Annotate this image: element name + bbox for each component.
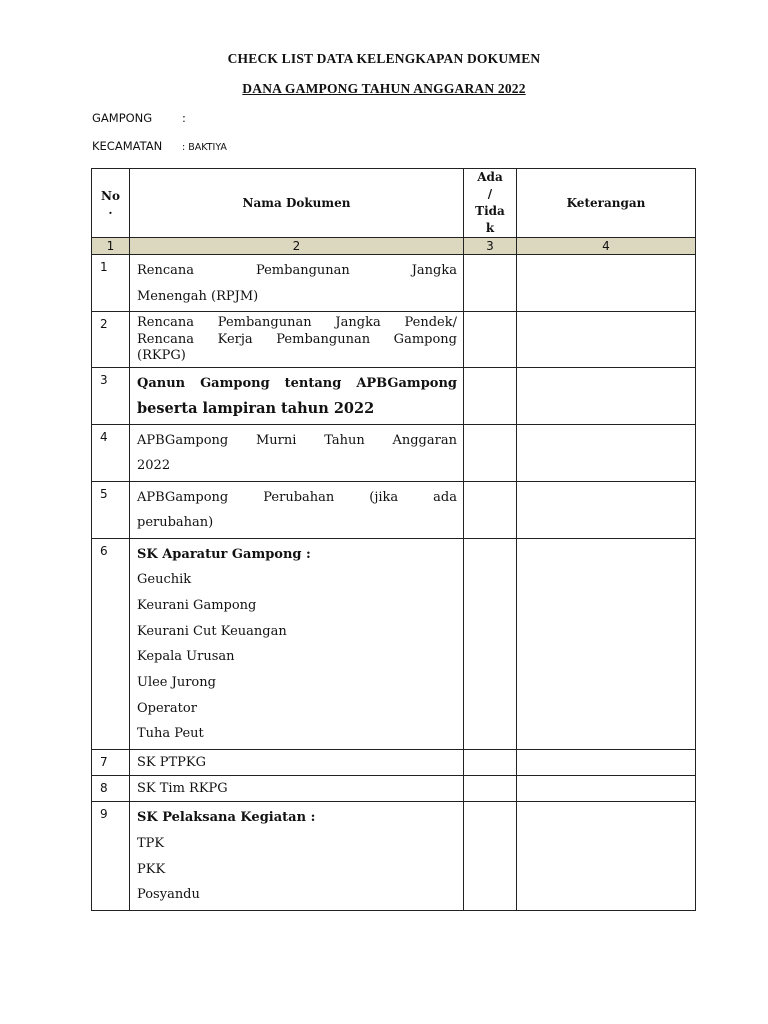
header-no-line2: . (108, 203, 113, 217)
header-row (92, 169, 696, 238)
header-ada-line3: Tida (475, 204, 505, 218)
document-name-cell (130, 312, 464, 368)
row-number: 9 (92, 802, 130, 911)
document-name-line: SK Tim RKPG (137, 781, 228, 797)
table-row (92, 312, 696, 368)
row-number: 4 (92, 424, 130, 481)
table-row (92, 776, 696, 802)
table-row (92, 802, 696, 911)
ada-tidak-checkbox-cell[interactable] (464, 802, 517, 911)
kecamatan-field (92, 139, 227, 153)
table-row (92, 367, 696, 424)
list-item: Posyandu (137, 887, 200, 903)
header-no (92, 169, 130, 238)
list-item: Operator (137, 700, 197, 716)
keterangan-cell[interactable] (517, 255, 696, 312)
table-row (92, 255, 696, 312)
row-number: 3 (92, 367, 130, 424)
column-number: 4 (517, 238, 696, 255)
document-name-cell (130, 481, 464, 538)
document-title: CHECK LIST DATA KELENGKAPAN DOKUMEN (227, 51, 541, 66)
list-item: TPK (137, 835, 165, 851)
row-number: 8 (92, 776, 130, 802)
list-item: Tuha Peut (137, 726, 204, 742)
kecamatan-label: KECAMATAN (92, 139, 163, 153)
document-name-line: SK PTPKG (137, 755, 207, 771)
keterangan-cell[interactable] (517, 802, 696, 911)
kecamatan-value: : BAKTIYA (182, 142, 227, 153)
word: Perubahan (263, 489, 335, 505)
table-row (92, 538, 696, 750)
keterangan-cell[interactable] (517, 312, 696, 368)
document-name-cell (130, 776, 464, 802)
header-nama-dokumen: Nama Dokumen (130, 169, 464, 238)
ada-tidak-checkbox-cell[interactable] (464, 750, 517, 776)
ada-tidak-checkbox-cell[interactable] (464, 481, 517, 538)
document-name-cell (130, 255, 464, 312)
list-item: Ulee Jurong (137, 675, 216, 691)
word: (jika (369, 489, 399, 505)
table-row (92, 424, 696, 481)
list-item: Geuchik (137, 572, 192, 588)
word: Rencana (137, 263, 195, 278)
header-no-line1: No (101, 189, 120, 203)
header-ada-line4: k (485, 221, 495, 235)
keterangan-cell[interactable] (517, 776, 696, 802)
list-item: Keurani Gampong (137, 597, 257, 613)
column-number: 3 (464, 238, 517, 255)
word: ada (433, 489, 457, 505)
document-name-cell (130, 424, 464, 481)
keterangan-cell[interactable] (517, 424, 696, 481)
column-number: 1 (92, 238, 130, 255)
row-number: 5 (92, 481, 130, 538)
document-name-line: Menengah (RPJM) (137, 288, 259, 304)
word: Anggaran (392, 432, 457, 448)
document-subtitle: DANA GAMPONG TAHUN ANGGARAN 2022 (242, 81, 526, 96)
document-name-line: (RKPG) (137, 348, 186, 363)
row-number: 6 (92, 538, 130, 750)
document-name-cell (130, 538, 464, 750)
table-row (92, 750, 696, 776)
document-name-line: perubahan) (137, 515, 214, 530)
document-name-line: Qanun Gampong tentang APBGampong (137, 375, 457, 391)
list-item: Keurani Cut Keuangan (137, 623, 287, 639)
gampong-label: GAMPONG (92, 111, 153, 125)
header-ada-tidak (464, 169, 517, 238)
document-name-line: Rencana Pembangunan Jangka Pendek/ (137, 315, 457, 330)
word: Jangka (411, 263, 457, 278)
ada-tidak-checkbox-cell[interactable] (464, 424, 517, 481)
document-name-line (137, 428, 457, 454)
table-row (92, 481, 696, 538)
ada-tidak-checkbox-cell[interactable] (464, 538, 517, 750)
gampong-value: : (182, 111, 186, 125)
document-name-line (137, 485, 457, 511)
document-name-line: beserta lampiran tahun 2022 (137, 400, 375, 417)
word: Pembangunan (255, 263, 350, 278)
ada-tidak-checkbox-cell[interactable] (464, 312, 517, 368)
column-number-row (92, 238, 696, 255)
keterangan-cell[interactable] (517, 538, 696, 750)
list-item: PKK (137, 861, 166, 877)
header-keterangan: Keterangan (517, 169, 696, 238)
document-name-line: Rencana Kerja Pembangunan Gampong (137, 331, 457, 347)
document-name-cell (130, 367, 464, 424)
list-item: Kepala Urusan (137, 649, 235, 665)
header-ada-line1: Ada (477, 170, 503, 184)
document-name-cell (130, 750, 464, 776)
document-name-cell (130, 802, 464, 911)
section-heading: SK Aparatur Gampong : (137, 546, 311, 562)
checklist-table (91, 168, 696, 911)
ada-tidak-checkbox-cell[interactable] (464, 255, 517, 312)
word: Tahun (324, 432, 365, 448)
document-name-line: 2022 (137, 458, 171, 473)
word: Murni (256, 432, 297, 448)
word: APBGampong (137, 432, 229, 448)
column-number: 2 (130, 238, 464, 255)
header-ada-line2: / (487, 187, 493, 201)
row-number: 7 (92, 750, 130, 776)
ada-tidak-checkbox-cell[interactable] (464, 776, 517, 802)
word: APBGampong (137, 489, 229, 505)
section-heading: SK Pelaksana Kegiatan : (137, 810, 316, 826)
row-number: 2 (92, 312, 130, 368)
gampong-field (92, 111, 186, 125)
document-name-line (137, 258, 457, 284)
keterangan-cell[interactable] (517, 367, 696, 424)
keterangan-cell[interactable] (517, 481, 696, 538)
row-number: 1 (92, 255, 130, 312)
keterangan-cell[interactable] (517, 750, 696, 776)
ada-tidak-checkbox-cell[interactable] (464, 367, 517, 424)
